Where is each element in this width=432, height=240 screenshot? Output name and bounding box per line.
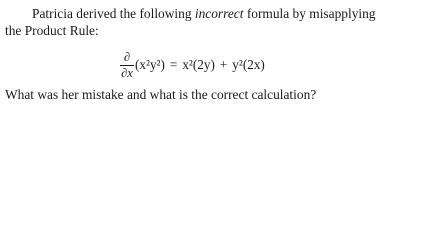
question-text: What was her mistake and what is the correct calculation? — [5, 87, 317, 102]
text-segment: formula by misapplying — [243, 6, 376, 21]
derivative-denominator: ∂x — [121, 66, 133, 80]
plus-sign: + — [219, 57, 228, 72]
emphasized-word: incorrect — [194, 6, 244, 21]
problem-text-line-2: the Product Rule: — [5, 23, 99, 38]
formula-lhs: (x²y²) — [135, 57, 165, 72]
formula-term-2: y²(2x) — [232, 57, 265, 72]
text-segment: Patricia derived the following — [32, 6, 195, 21]
formula-term-1: x²(2y) — [182, 57, 215, 72]
derivative-numerator: ∂ — [123, 49, 131, 64]
equals-sign: = — [169, 57, 178, 72]
incorrect-formula — [120, 49, 265, 81]
partial-derivative-operator — [120, 51, 134, 80]
problem-text-line-1 — [32, 6, 376, 22]
